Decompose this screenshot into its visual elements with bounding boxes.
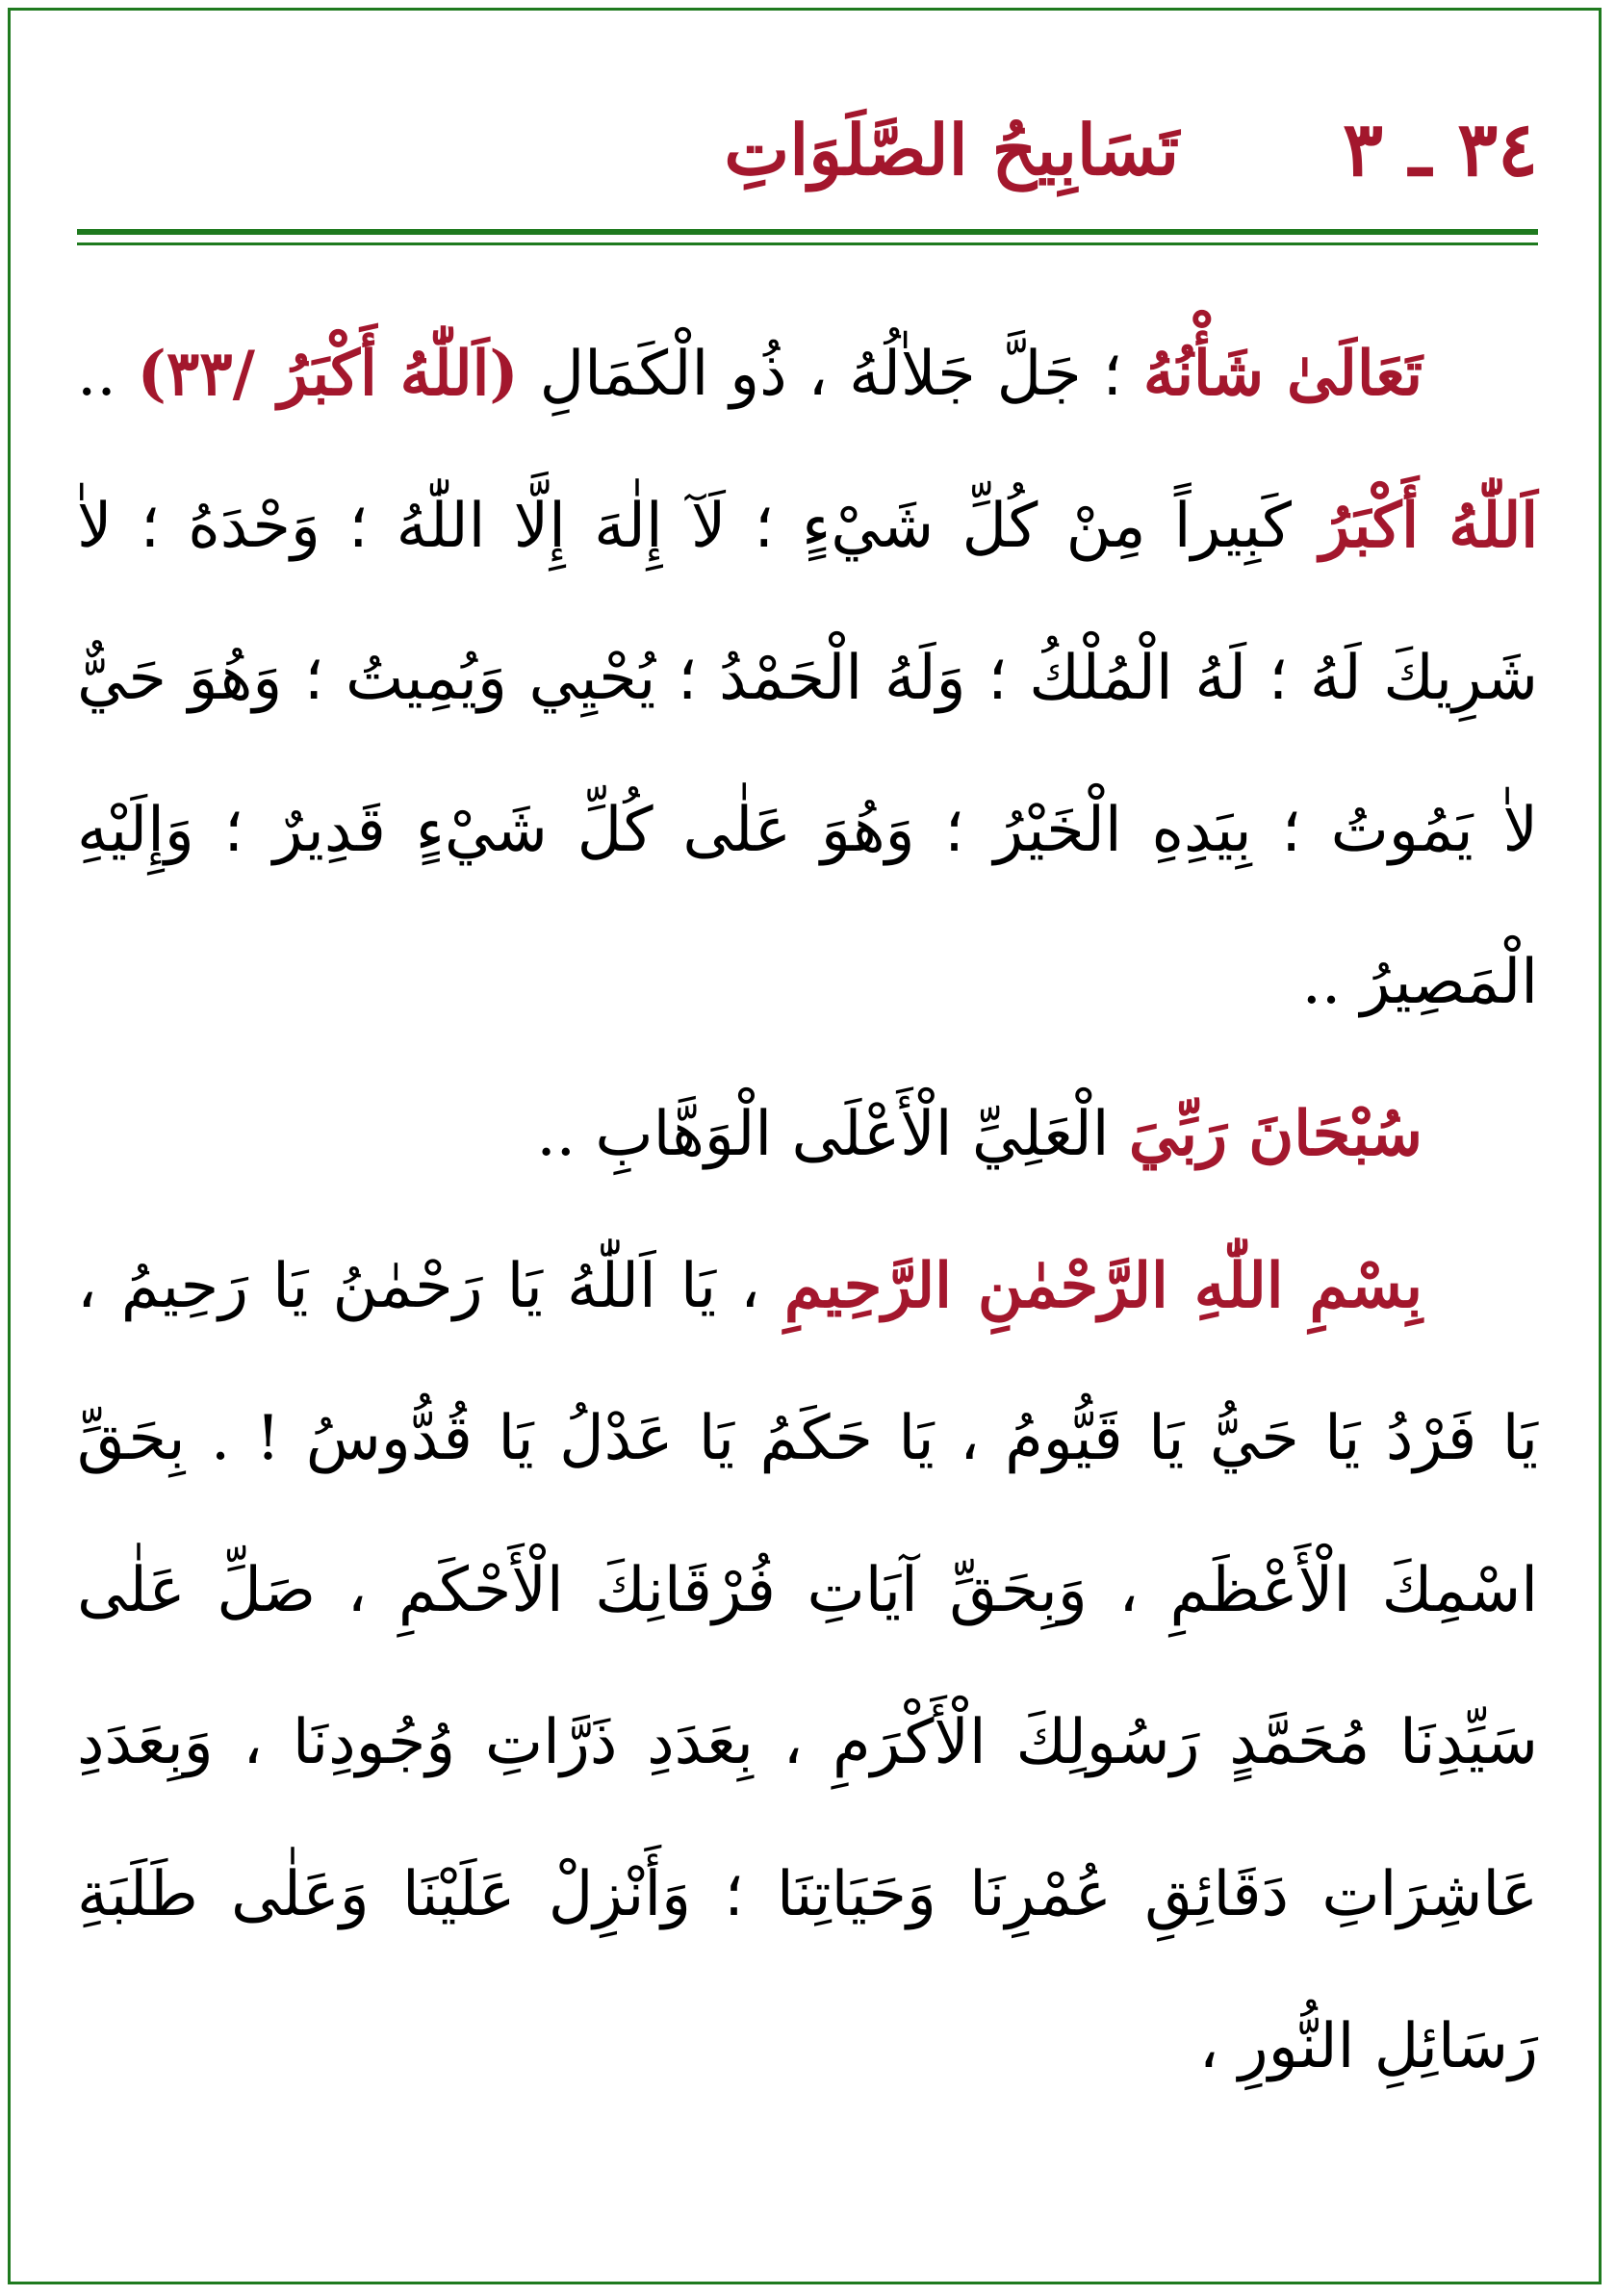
- red-phrase-takbir: اَللّٰهُ أَكْبَرُ: [1320, 490, 1539, 562]
- text-segment: ..: [77, 339, 138, 410]
- red-phrase-takbir-count: (اَللّٰهُ أَكْبَرُ /٣٣): [137, 338, 519, 410]
- red-phrase-subhan: سُبْحَانَ رَبِّيَ: [1128, 1098, 1423, 1170]
- section-number: ٣٤ ـ ٣: [1343, 105, 1538, 193]
- text-segment: ؛ جَلَّ جَلاٰلُهُ ، ذُو الْكَمَالِ: [518, 339, 1143, 410]
- prayer-text: [77, 298, 1538, 2123]
- text-segment: الْعَلِيِّ الْأَعْلَى الْوَهَّابِ ..: [536, 1099, 1129, 1170]
- page-header: [77, 91, 1538, 207]
- header-divider-thick: [77, 229, 1538, 235]
- text-segment: كَبِيراً مِنْ كُلِّ شَيْءٍ ؛ لَآ إِلٰهَ إِلَّا اللّٰهُ ؛ وَحْدَهُ ؛ لاٰ شَرِيكَ لَهُ ؛ لَهُ الْمُلْكُ ؛ وَلَهُ الْحَمْدُ ؛ يُحْيِي وَيُمِيتُ ؛ وَهُوَ حَيٌّ لاٰ يَمُوتُ ؛ بِيَدِهِ الْخَيْرُ ؛ وَهُوَ عَلٰى كُلِّ شَيْءٍ قَدِيرٌ ؛ وَإِلَيْهِ الْمَصِيرُ ..: [77, 491, 1538, 1018]
- paragraph-basmala: [77, 1211, 1538, 2123]
- section-title: تَسَابِيحُ الصَّلَوَاتِ: [724, 108, 1180, 191]
- red-phrase-basmala: بِسْمِ اللّٰهِ الرَّحْمٰنِ الرَّحِيمِ: [783, 1250, 1423, 1322]
- paragraph-takbir: [77, 298, 1538, 1059]
- text-segment: ، يَا اَللّٰهُ يَا رَحْمٰنُ يَا رَحِيمُ ، يَا فَرْدُ يَا حَيُّ يَا قَيُّومُ ، يَا حَكَمُ يَا عَدْلُ يَا قُدُّوسُ ! . بِحَقِّ اسْمِكَ الْأَعْظَمِ ، وَبِحَقِّ آيَاتِ فُرْقَانِكَ الْأَحْكَمِ ، صَلِّ عَلٰى سَيِّدِنَا مُحَمَّدٍ رَسُولِكَ الْأَكْرَمِ ، بِعَدَدِ ذَرَّاتِ وُجُودِنَا ، وَبِعَدَدِ عَاشِرَاتِ دَقَائِقِ عُمْرِنَا وَحَيَاتِنَا ؛ وَأَنْزِلْ عَلَيْنَا وَعَلٰى طَلَبَةِ رَسَائِلِ النُّورِ ،: [77, 1251, 1539, 2082]
- red-phrase-taala: تَعَالَىٰ شَأْنُهُ: [1142, 338, 1423, 410]
- header-divider-thin: [77, 242, 1538, 245]
- paragraph-subhan: [77, 1059, 1538, 1211]
